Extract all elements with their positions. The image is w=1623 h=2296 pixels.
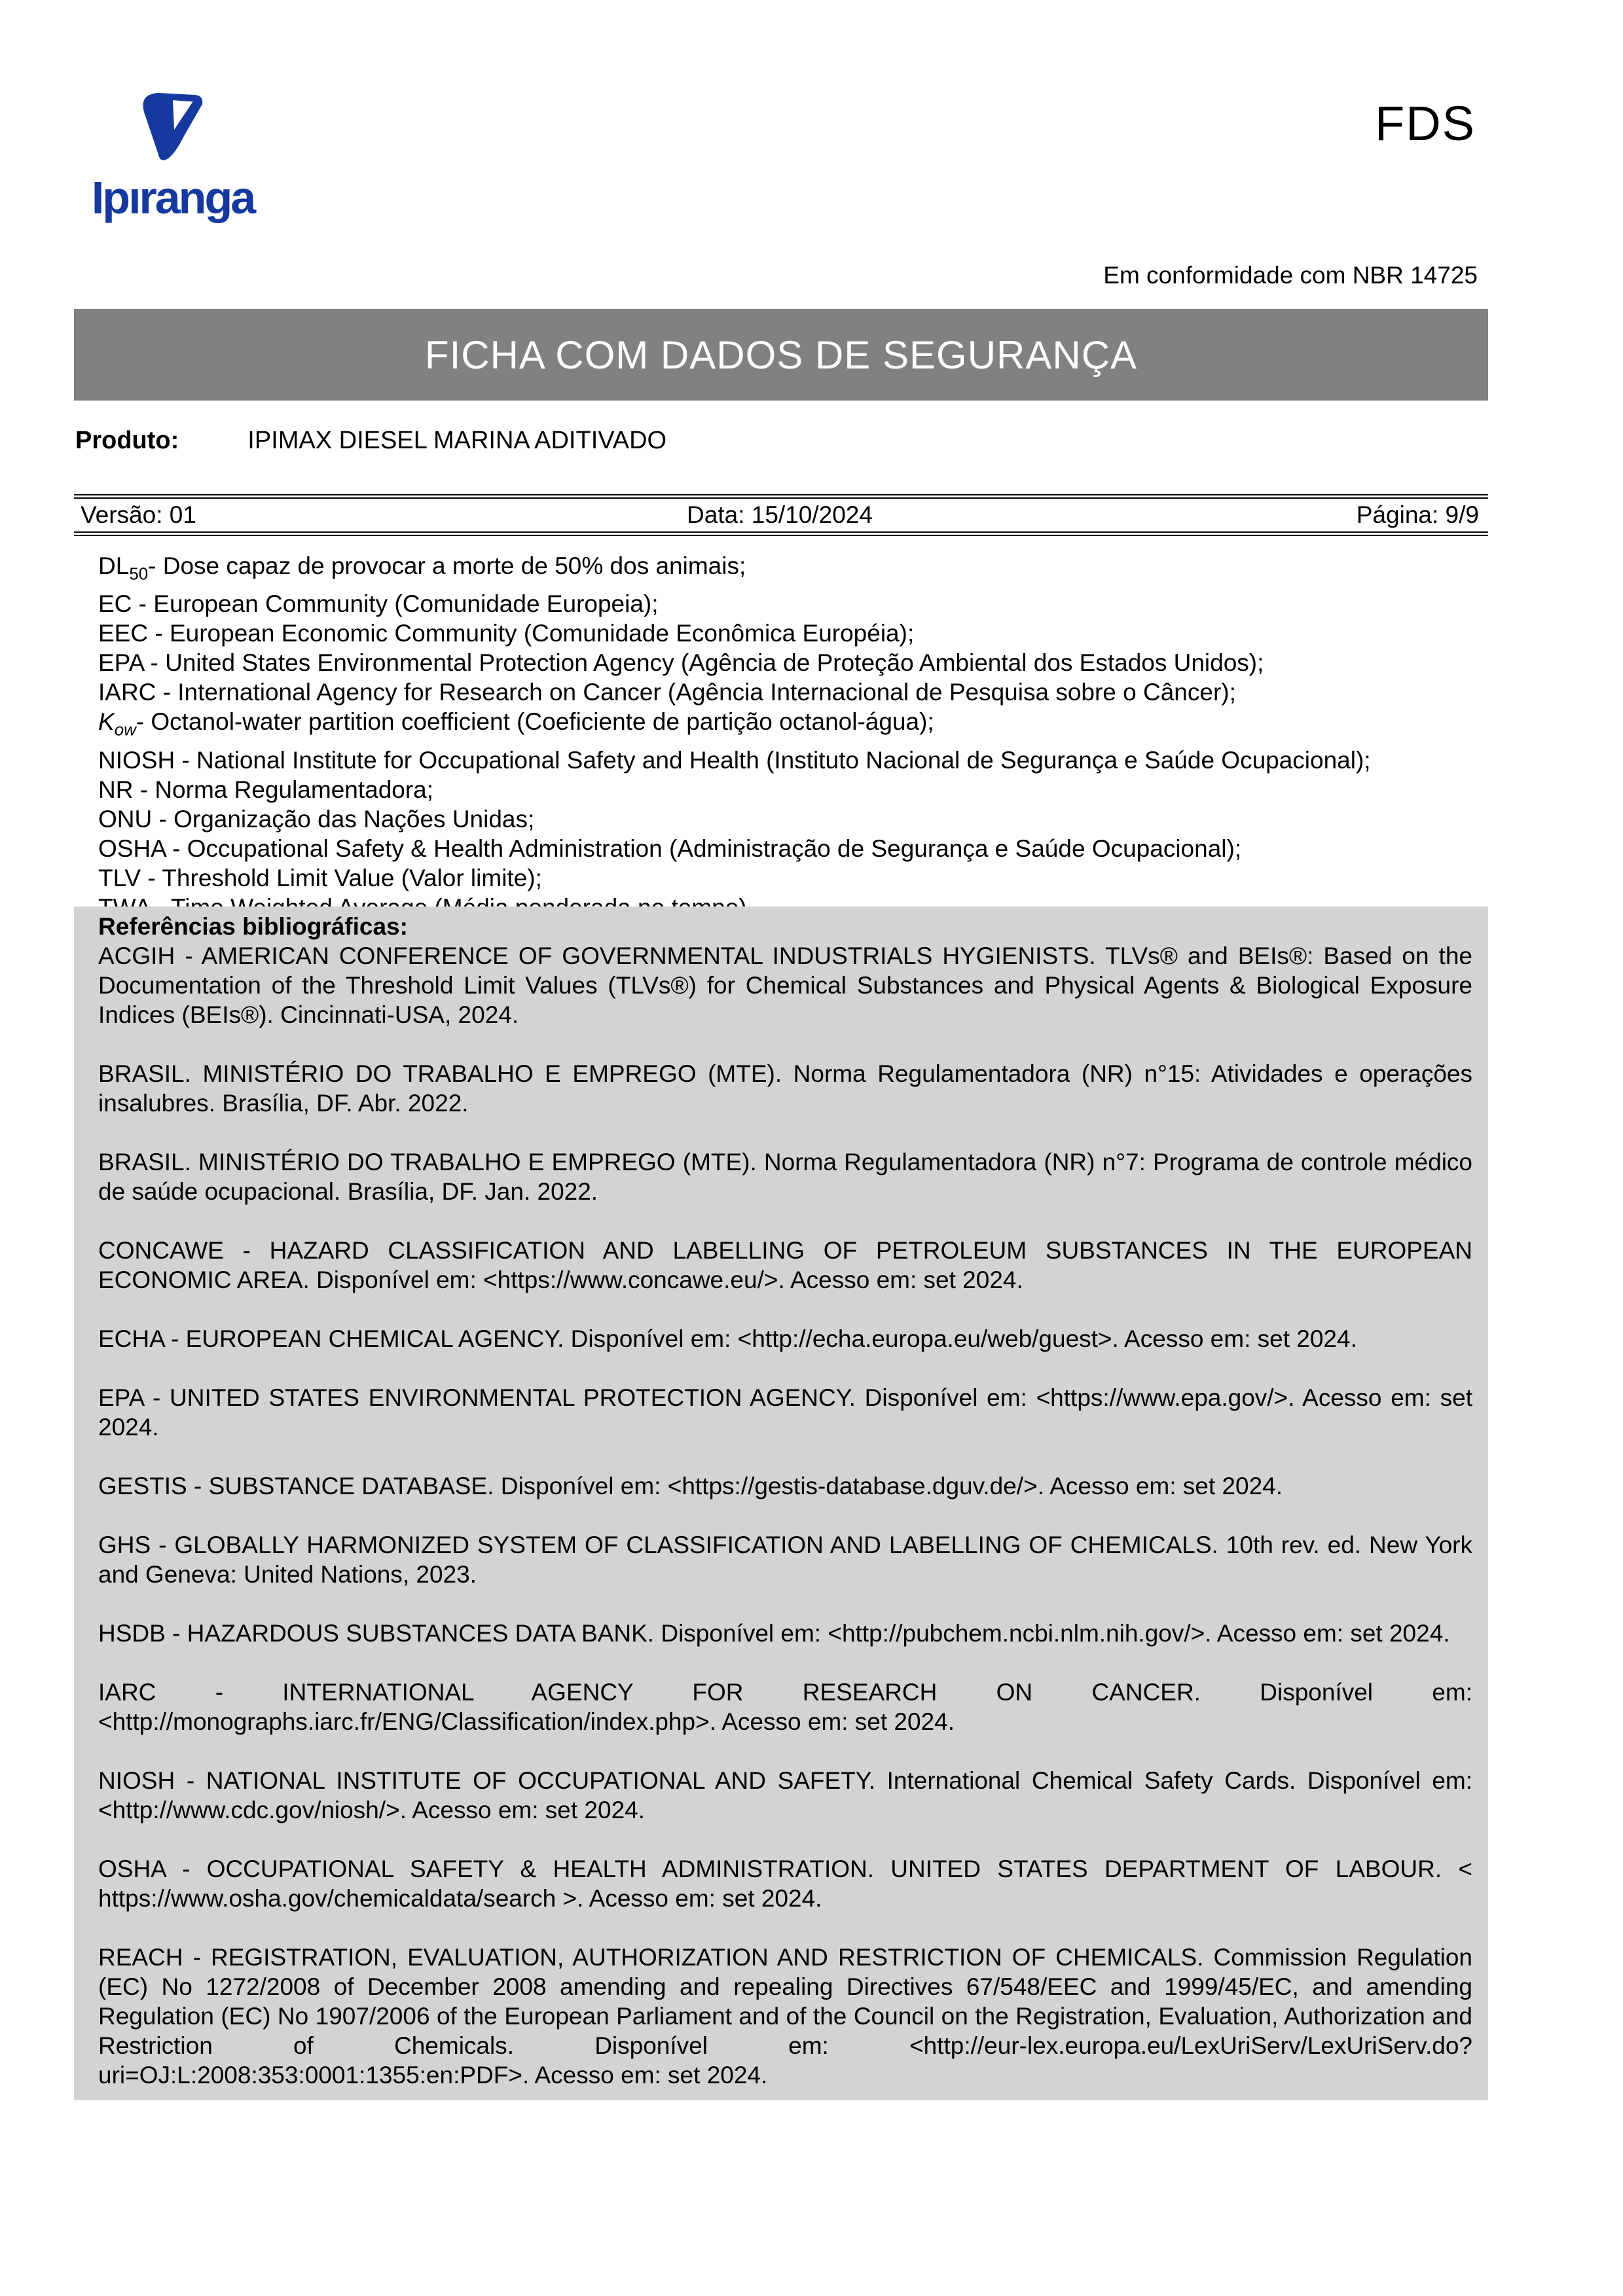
abbreviations-list (98, 551, 1525, 922)
ipiranga-logo-icon (141, 92, 204, 162)
abbreviation-line: OSHA - Occupational Safety & Health Administration (Administração de Segurança e Saúde Ocupacional); (98, 834, 1242, 862)
reference-item: GHS - GLOBALLY HARMONIZED SYSTEM OF CLASSIFICATION AND LABELLING OF CHEMICALS. 10th rev. ed. New York and Geneva: United Nations, 2023. (98, 1532, 1472, 1588)
abbreviation-line: NIOSH - National Institute for Occupational Safety and Health (Instituto Nacional de Segurança e Saúde Ocupacional); (98, 746, 1371, 774)
abbreviation-line: EC - European Community (Comunidade Europeia); (98, 590, 659, 618)
reference-item: BRASIL. MINISTÉRIO DO TRABALHO E EMPREGO (MTE). Norma Regulamentadora (NR) n°7: Programa de controle médico de saúde ocupacional. Brasília, DF. Jan. 2022. (98, 1149, 1472, 1205)
document-title-bar (74, 309, 1488, 401)
page-number-label: Página: 9/9 (1356, 501, 1479, 528)
reference-item: NIOSH - NATIONAL INSTITUTE OF OCCUPATIONAL AND SAFETY. International Chemical Safety Cards. Disponível em: <http://www.cdc.gov/niosh/>. Acesso em: set 2024. (98, 1767, 1472, 1823)
document-title: FICHA COM DADOS DE SEGURANÇA (424, 332, 1138, 377)
product-label: Produto: (75, 427, 179, 454)
doc-type-label: FDS (1375, 96, 1476, 151)
reference-item: OSHA - OCCUPATIONAL SAFETY & HEALTH ADMINISTRATION. UNITED STATES DEPARTMENT OF LABOUR. < https://www.osha.gov/chemicaldata/search >. Acesso em: set 2024. (98, 1856, 1472, 1912)
ipiranga-logo (91, 92, 255, 224)
product-name: IPIMAX DIESEL MARINA ADITIVADO (247, 427, 667, 454)
product-row (75, 427, 666, 455)
compliance-note: Em conformidade com NBR 14725 (1103, 262, 1478, 289)
abbreviation-line: EEC - European Economic Community (Comunidade Econômica Européia); (98, 620, 915, 647)
reference-item: CONCAWE - HAZARD CLASSIFICATION AND LABELLING OF PETROLEUM SUBSTANCES IN THE EUROPEAN ECONOMIC AREA. Disponível em: <https://www.concawe.eu/>. Acesso em: set 2024. (98, 1237, 1472, 1293)
version-info-bar (74, 494, 1488, 536)
reference-item: REACH - REGISTRATION, EVALUATION, AUTHORIZATION AND RESTRICTION OF CHEMICALS. Commission Regulation (EC) No 1272/2008 of December 2008 amending and repealing Directives 67/548/EEC and 1999/45/EC, and amending Regulation (EC) No 1907/2006 of the European Parliament and of the Council on the Registration, Evaluation, Authorization and Restriction of Chemicals. Disponível em: <http://eur-lex.europa.eu/LexUriServ/LexUriServ.do?uri=OJ:L:2008:353:0001:1355:en:PDF>. Acesso em: set 2024. (98, 1944, 1472, 2089)
reference-item: GESTIS - SUBSTANCE DATABASE. Disponível em: <https://gestis-database.dguv.de/>. Acesso em: set 2024. (98, 1473, 1283, 1499)
reference-item: EPA - UNITED STATES ENVIRONMENTAL PROTECTION AGENCY. Disponível em: <https://www.epa.gov/>. Acesso em: set 2024. (98, 1384, 1472, 1441)
reference-item: IARC - INTERNATIONAL AGENCY FOR RESEARCH ON CANCER. Disponível em: <http://monographs.iarc.fr/ENG/Classification/index.php>. Acesso em: set 2024. (98, 1679, 1472, 1735)
abbreviation-line: $DL_{50}-$ Dose capaz de provocar a morte de 50% dos animais; (98, 552, 746, 584)
reference-item: ACGIH - AMERICAN CONFERENCE OF GOVERNMENTAL INDUSTRIALS HYGIENISTS. TLVs® and BEIs®: Based on the Documentation of the Threshold Limit Values (TLVs®) for Chemical Substances and Physical Agents & Biological Exposure Indices (BEIs®). Cincinnati-USA, 2024. (98, 942, 1472, 1028)
reference-item: HSDB - HAZARDOUS SUBSTANCES DATA BANK. Disponível em: <http://pubchem.ncbi.nlm.nih.gov/>. Acesso em: set 2024. (98, 1620, 1450, 1647)
references-list (98, 941, 1472, 2090)
version-label: Versão: 01 (81, 501, 196, 528)
abbreviation-line: NR - Norma Regulamentadora; (98, 776, 434, 803)
abbreviation-line: ONU - Organização das Nações Unidas; (98, 805, 535, 833)
references-section (74, 906, 1488, 2100)
reference-item: ECHA - EUROPEAN CHEMICAL AGENCY. Disponível em: <http://echa.europa.eu/web/guest>. Acesso em: set 2024. (98, 1325, 1357, 1352)
references-heading: Referências bibliográficas: (98, 913, 408, 940)
date-label: Data: 15/10/2024 (687, 501, 873, 528)
abbreviation-line: TLV - Threshold Limit Value (Valor limite); (98, 864, 542, 891)
abbreviation-line: EPA - United States Environmental Protection Agency (Agência de Proteção Ambiental dos Estados Unidos); (98, 649, 1264, 677)
abbreviation-line: IARC - International Agency for Research on Cancer (Agência Internacional de Pesquisa sobre o Câncer); (98, 679, 1236, 706)
reference-item: BRASIL. MINISTÉRIO DO TRABALHO E EMPREGO (MTE). Norma Regulamentadora (NR) n°15: Atividades e operações insalubres. Brasília, DF. Abr. 2022. (98, 1060, 1472, 1117)
abbreviation-line: $K_{ow}-$ Octanol-water partition coefficient (Coeficiente de partição octanol-água); (98, 708, 934, 740)
ipiranga-logo-wordmark: Ipıranga (91, 172, 255, 223)
